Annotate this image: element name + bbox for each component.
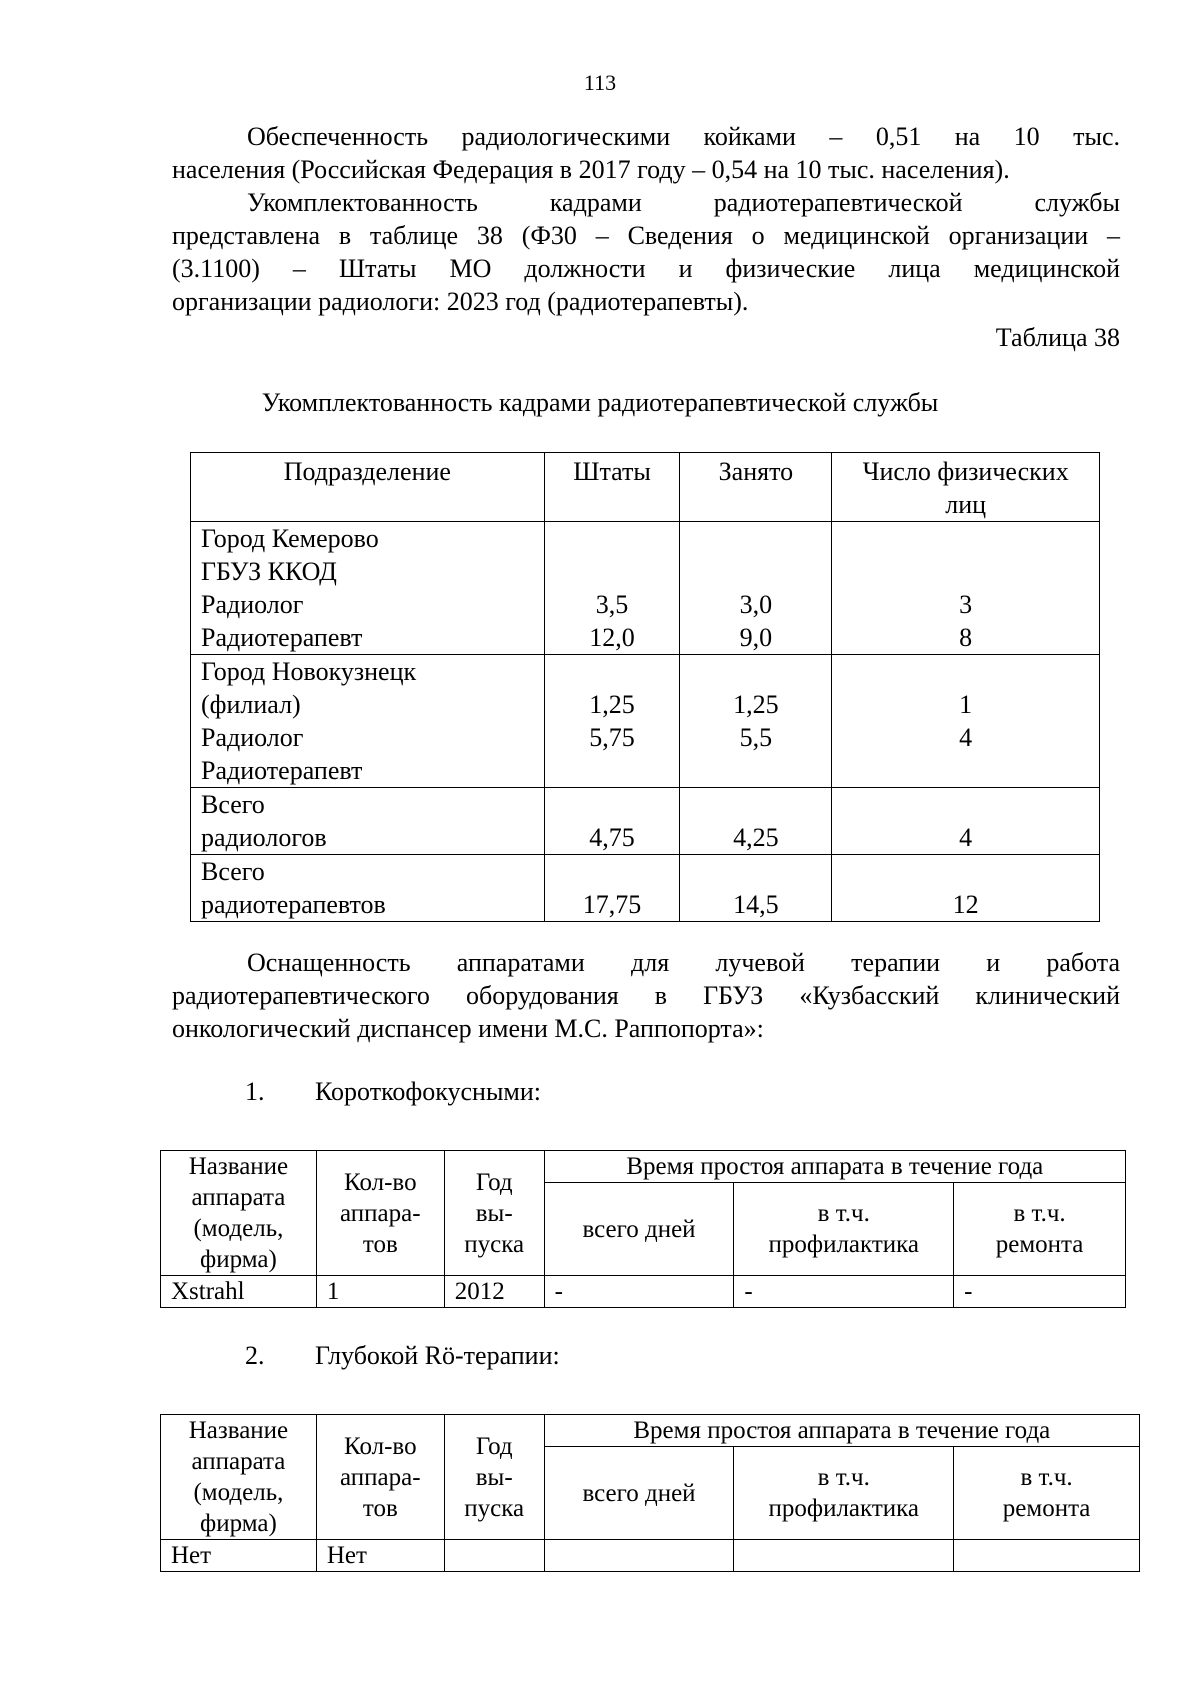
shtat-cell <box>544 855 680 922</box>
cell-line: Всего <box>201 857 265 886</box>
cell-value: 1 <box>959 690 973 719</box>
table-reference: Таблица 38 <box>995 323 1120 352</box>
section-heading-1 <box>245 1077 541 1107</box>
zanyato-cell <box>680 788 832 855</box>
column-header <box>734 1183 954 1276</box>
table-row <box>161 1276 1126 1308</box>
staff-table <box>190 452 1100 922</box>
table-header-row <box>161 1415 1140 1447</box>
cell-value: 4,75 <box>589 823 635 852</box>
cell-value: 14,5 <box>733 890 779 919</box>
fiz-cell <box>832 522 1100 655</box>
column-header: Подразделение <box>191 453 545 522</box>
intro-line: радиотерапевтического оборудования в ГБУЗ «Кузбасский клинический <box>172 981 1120 1010</box>
column-header: всего дней <box>544 1447 734 1540</box>
column-header-line: Название <box>188 1153 289 1180</box>
equipment-table-short-focus <box>160 1150 1126 1308</box>
column-header-line: (модель, <box>193 1215 284 1242</box>
column-header-line: фирма) <box>200 1510 277 1537</box>
table-row <box>191 655 1100 788</box>
column-header-line: в т.ч. <box>1020 1464 1073 1491</box>
cell-value: 1,25 <box>733 690 779 719</box>
cell-line: Город Кемерово <box>201 524 379 553</box>
column-header-line: в т.ч. <box>817 1200 870 1227</box>
column-header-line: аппара- <box>340 1199 421 1227</box>
cell-value: 4 <box>959 723 973 752</box>
cell-line: Радиотерапевт <box>201 756 363 785</box>
subdivision-cell <box>191 855 545 922</box>
cell-value: - <box>954 1276 1126 1308</box>
cell-line: Радиолог <box>201 590 304 619</box>
subdivision-cell <box>191 522 545 655</box>
cell-value: 3,5 <box>595 590 629 619</box>
intro-line: Укомплектованность кадрами радиотерапевтической службы <box>247 188 1120 217</box>
cell-value: 3 <box>959 590 973 619</box>
table-row <box>161 1540 1140 1572</box>
shtat-cell <box>544 522 680 655</box>
section-number: 2. <box>245 1341 265 1370</box>
intro-line: Оснащенность аппаратами для лучевой терапии и работа <box>247 948 1120 977</box>
column-header-line: в т.ч. <box>1013 1200 1066 1227</box>
subdivision-cell <box>191 655 545 788</box>
cell-value: 4,25 <box>733 823 779 852</box>
cell-value: 5,75 <box>589 723 635 752</box>
intro-line: организации радиологи: 2023 год (радиотерапевты). <box>172 287 749 316</box>
intro-line: онкологический диспансер имени М.С. Раппопорта»: <box>172 1014 764 1043</box>
column-header-line: аппарата <box>191 1448 286 1475</box>
zanyato-cell <box>680 655 832 788</box>
cell-value: 2012 <box>444 1276 544 1308</box>
column-header <box>316 1151 444 1276</box>
column-header: Занято <box>680 453 832 522</box>
cell-value <box>544 1540 734 1572</box>
table-row <box>191 788 1100 855</box>
column-header-line: (модель, <box>193 1479 284 1506</box>
column-header <box>161 1415 317 1540</box>
cell-value <box>444 1540 544 1572</box>
column-header-line: Год <box>475 1432 513 1460</box>
cell-value: Нет <box>316 1540 444 1572</box>
column-header-line: в т.ч. <box>817 1464 870 1491</box>
cell-value: - <box>544 1276 734 1308</box>
equipment-intro <box>172 946 1120 1045</box>
column-header-line: тов <box>362 1230 398 1258</box>
cell-line: ГБУЗ ККОД <box>201 557 337 586</box>
column-header-line: вы- <box>475 1199 513 1227</box>
column-header-line: Число физических <box>862 457 1069 486</box>
column-header-line: Кол-во <box>344 1432 417 1460</box>
cell-value: 17,75 <box>582 890 642 919</box>
table-header-row <box>191 453 1100 522</box>
column-header-line: вы- <box>475 1463 513 1491</box>
cell-value: 9,0 <box>739 623 773 652</box>
column-header-line: Год <box>475 1168 513 1196</box>
column-header-line: ремонта <box>1002 1495 1091 1522</box>
cell-line: Радиотерапевт <box>201 623 363 652</box>
column-group-header: Время простоя аппарата в течение года <box>544 1151 1125 1183</box>
cell-line: радиологов <box>201 823 327 852</box>
cell-value: Xstrahl <box>161 1276 317 1308</box>
fiz-cell <box>832 855 1100 922</box>
cell-line: радиотерапевтов <box>201 890 386 919</box>
cell-line: Город Новокузнецк <box>201 657 417 686</box>
cell-value: Нет <box>161 1540 317 1572</box>
equipment-table-deep-xray <box>160 1414 1140 1572</box>
column-header-line: пуска <box>464 1230 525 1258</box>
column-header-line: пуска <box>464 1494 525 1522</box>
table-row <box>191 855 1100 922</box>
column-header-line: профилактика <box>768 1231 920 1258</box>
cell-value: 12 <box>952 890 979 919</box>
column-header-line: тов <box>362 1494 398 1522</box>
section-heading-2 <box>245 1341 560 1371</box>
cell-line: (филиал) <box>201 690 301 719</box>
shtat-cell <box>544 788 680 855</box>
fiz-cell <box>832 655 1100 788</box>
fiz-cell <box>832 788 1100 855</box>
cell-line: Всего <box>201 790 265 819</box>
page-number: 113 <box>583 70 617 95</box>
zanyato-cell <box>680 855 832 922</box>
column-header <box>316 1415 444 1540</box>
cell-value: 3,0 <box>739 590 773 619</box>
column-header-line: профилактика <box>768 1495 920 1522</box>
cell-value <box>734 1540 954 1572</box>
column-header <box>161 1151 317 1276</box>
section-number: 1. <box>245 1077 265 1106</box>
column-header-line: аппара- <box>340 1463 421 1491</box>
column-header-line: Кол-во <box>344 1168 417 1196</box>
cell-value: 5,5 <box>739 723 773 752</box>
cell-value: 12,0 <box>589 623 635 652</box>
intro-paragraph <box>172 120 1120 318</box>
column-header-line: аппарата <box>191 1184 286 1211</box>
table-row <box>191 522 1100 655</box>
section-title: Глубокой Rö-терапии: <box>315 1341 560 1370</box>
column-header <box>954 1447 1140 1540</box>
intro-line: (3.1100) – Штаты МО должности и физические лица медицинской <box>172 254 1120 283</box>
column-header-line: фирма) <box>200 1246 277 1273</box>
column-header <box>954 1183 1126 1276</box>
column-header: всего дней <box>544 1183 734 1276</box>
table-title: Укомплектованность кадрами радиотерапевтической службы <box>261 388 939 417</box>
subdivision-cell <box>191 788 545 855</box>
column-header <box>444 1415 544 1540</box>
column-header-line: ремонта <box>995 1231 1084 1258</box>
intro-line: населения (Российская Федерация в 2017 году – 0,54 на 10 тыс. населения). <box>172 155 1010 184</box>
column-header-line: Название <box>188 1417 289 1444</box>
table-header-row <box>161 1151 1126 1183</box>
cell-value: 1 <box>316 1276 444 1308</box>
cell-value: - <box>734 1276 954 1308</box>
cell-value: 8 <box>959 623 973 652</box>
column-header-line: лиц <box>945 490 987 519</box>
cell-value: 1,25 <box>589 690 635 719</box>
column-group-header: Время простоя аппарата в течение года <box>544 1415 1139 1447</box>
cell-line: Радиолог <box>201 723 304 752</box>
column-header <box>832 453 1100 522</box>
section-title: Короткофокусными: <box>315 1077 542 1106</box>
shtat-cell <box>544 655 680 788</box>
cell-value: 4 <box>959 823 973 852</box>
zanyato-cell <box>680 522 832 655</box>
intro-line: представлена в таблице 38 (Ф30 – Сведения о медицинской организации – <box>172 221 1120 250</box>
intro-line: Обеспеченность радиологическими койками – 0,51 на 10 тыс. <box>247 122 1120 151</box>
column-header: Штаты <box>544 453 680 522</box>
column-header <box>734 1447 954 1540</box>
column-header <box>444 1151 544 1276</box>
cell-value <box>954 1540 1140 1572</box>
